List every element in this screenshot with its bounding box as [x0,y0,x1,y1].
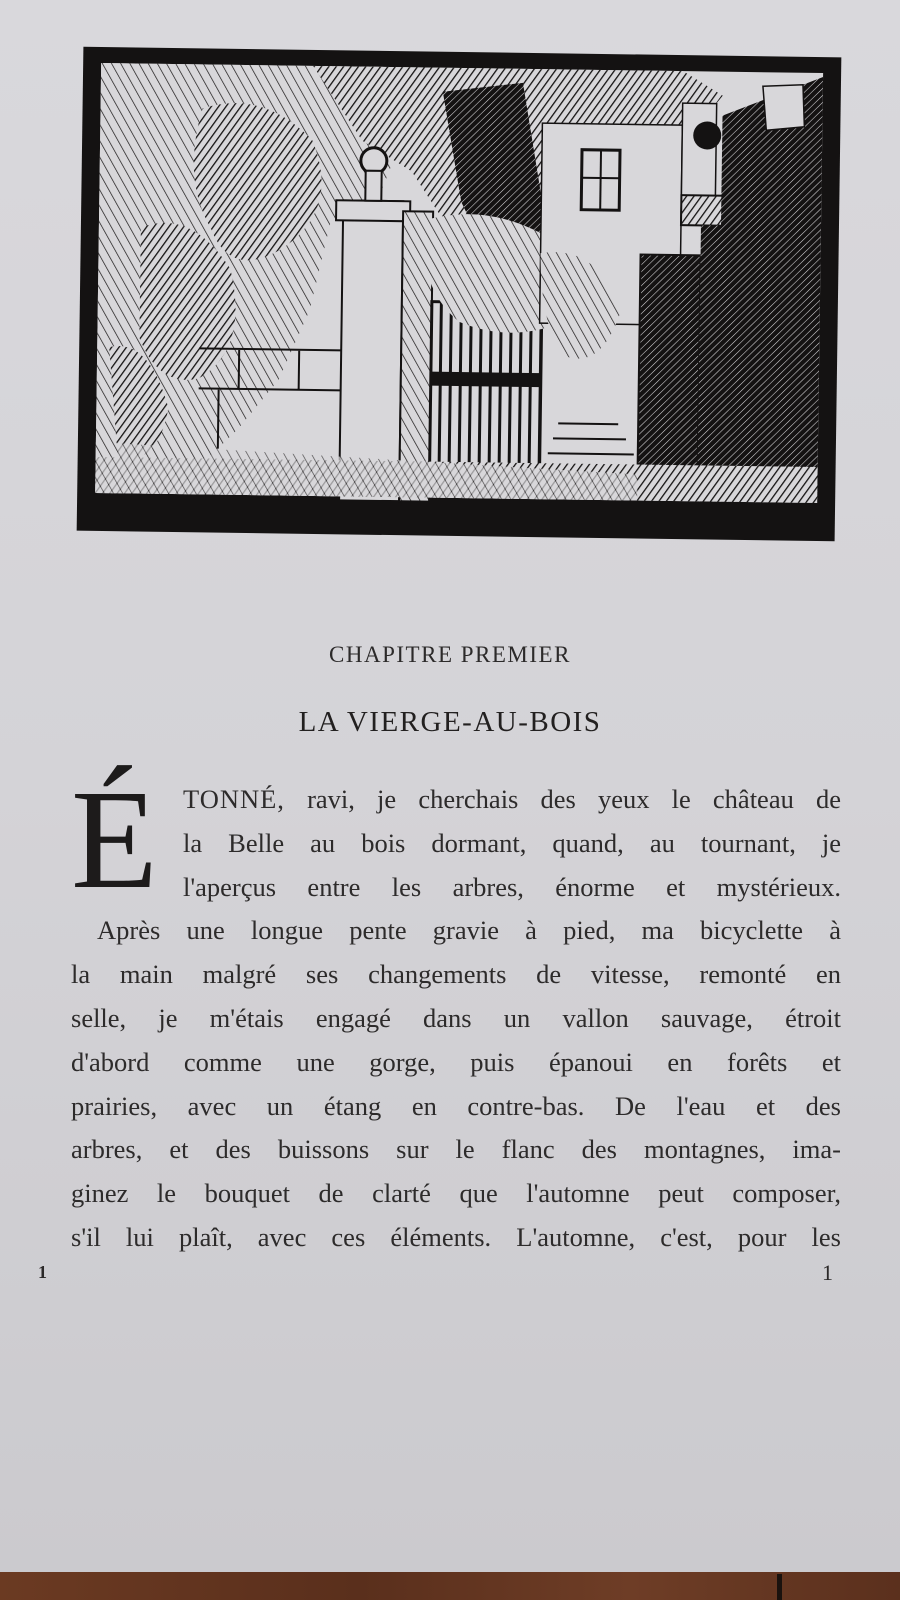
signature-mark: 1 [38,1262,47,1282]
table-mark [777,1574,782,1600]
first-word-small-caps: TONNÉ, [183,784,285,814]
text-line: s'il lui plaît, avec ces éléments. L'automne, c'est, pour les [71,1221,841,1252]
drop-cap: É [71,760,158,918]
text-line [71,778,841,822]
chapter-title: LA VIERGE-AU-BOIS [298,706,602,738]
text-line: la Belle au bois dormant, quand, au tournant, je [183,827,841,858]
chapter-label: CHAPITRE PREMIER [329,642,571,667]
text-line: prairies, avec un étang en contre-bas. De l'eau et des [71,1090,841,1121]
text-line: ginez le bouquet de clarté que l'automne peut composer, [71,1178,841,1209]
wooden-table-surface [0,1572,900,1600]
text-line: d'abord comme une gorge, puis épanoui en forêts et [71,1046,841,1077]
text-line: Après une longue pente gravie à pied, ma bicyclette à [97,915,841,946]
body-paragraph [71,778,841,1260]
text-line: la main malgré ses changements de vitesse, remonté en [71,959,841,990]
text-line: arbres, et des buissons sur le flanc des montagnes, ima- [71,1134,841,1165]
text-line-content: ravi, je cherchais des yeux le château de [284,784,841,814]
text-line: l'aperçus entre les arbres, énorme et mystérieux. [183,871,841,902]
page-number: 1 [822,1260,833,1285]
text-line: selle, je m'étais engagé dans un vallon sauvage, étroit [71,1002,841,1033]
gateway-engraving-icon [77,47,842,542]
woodcut-illustration [77,47,842,542]
